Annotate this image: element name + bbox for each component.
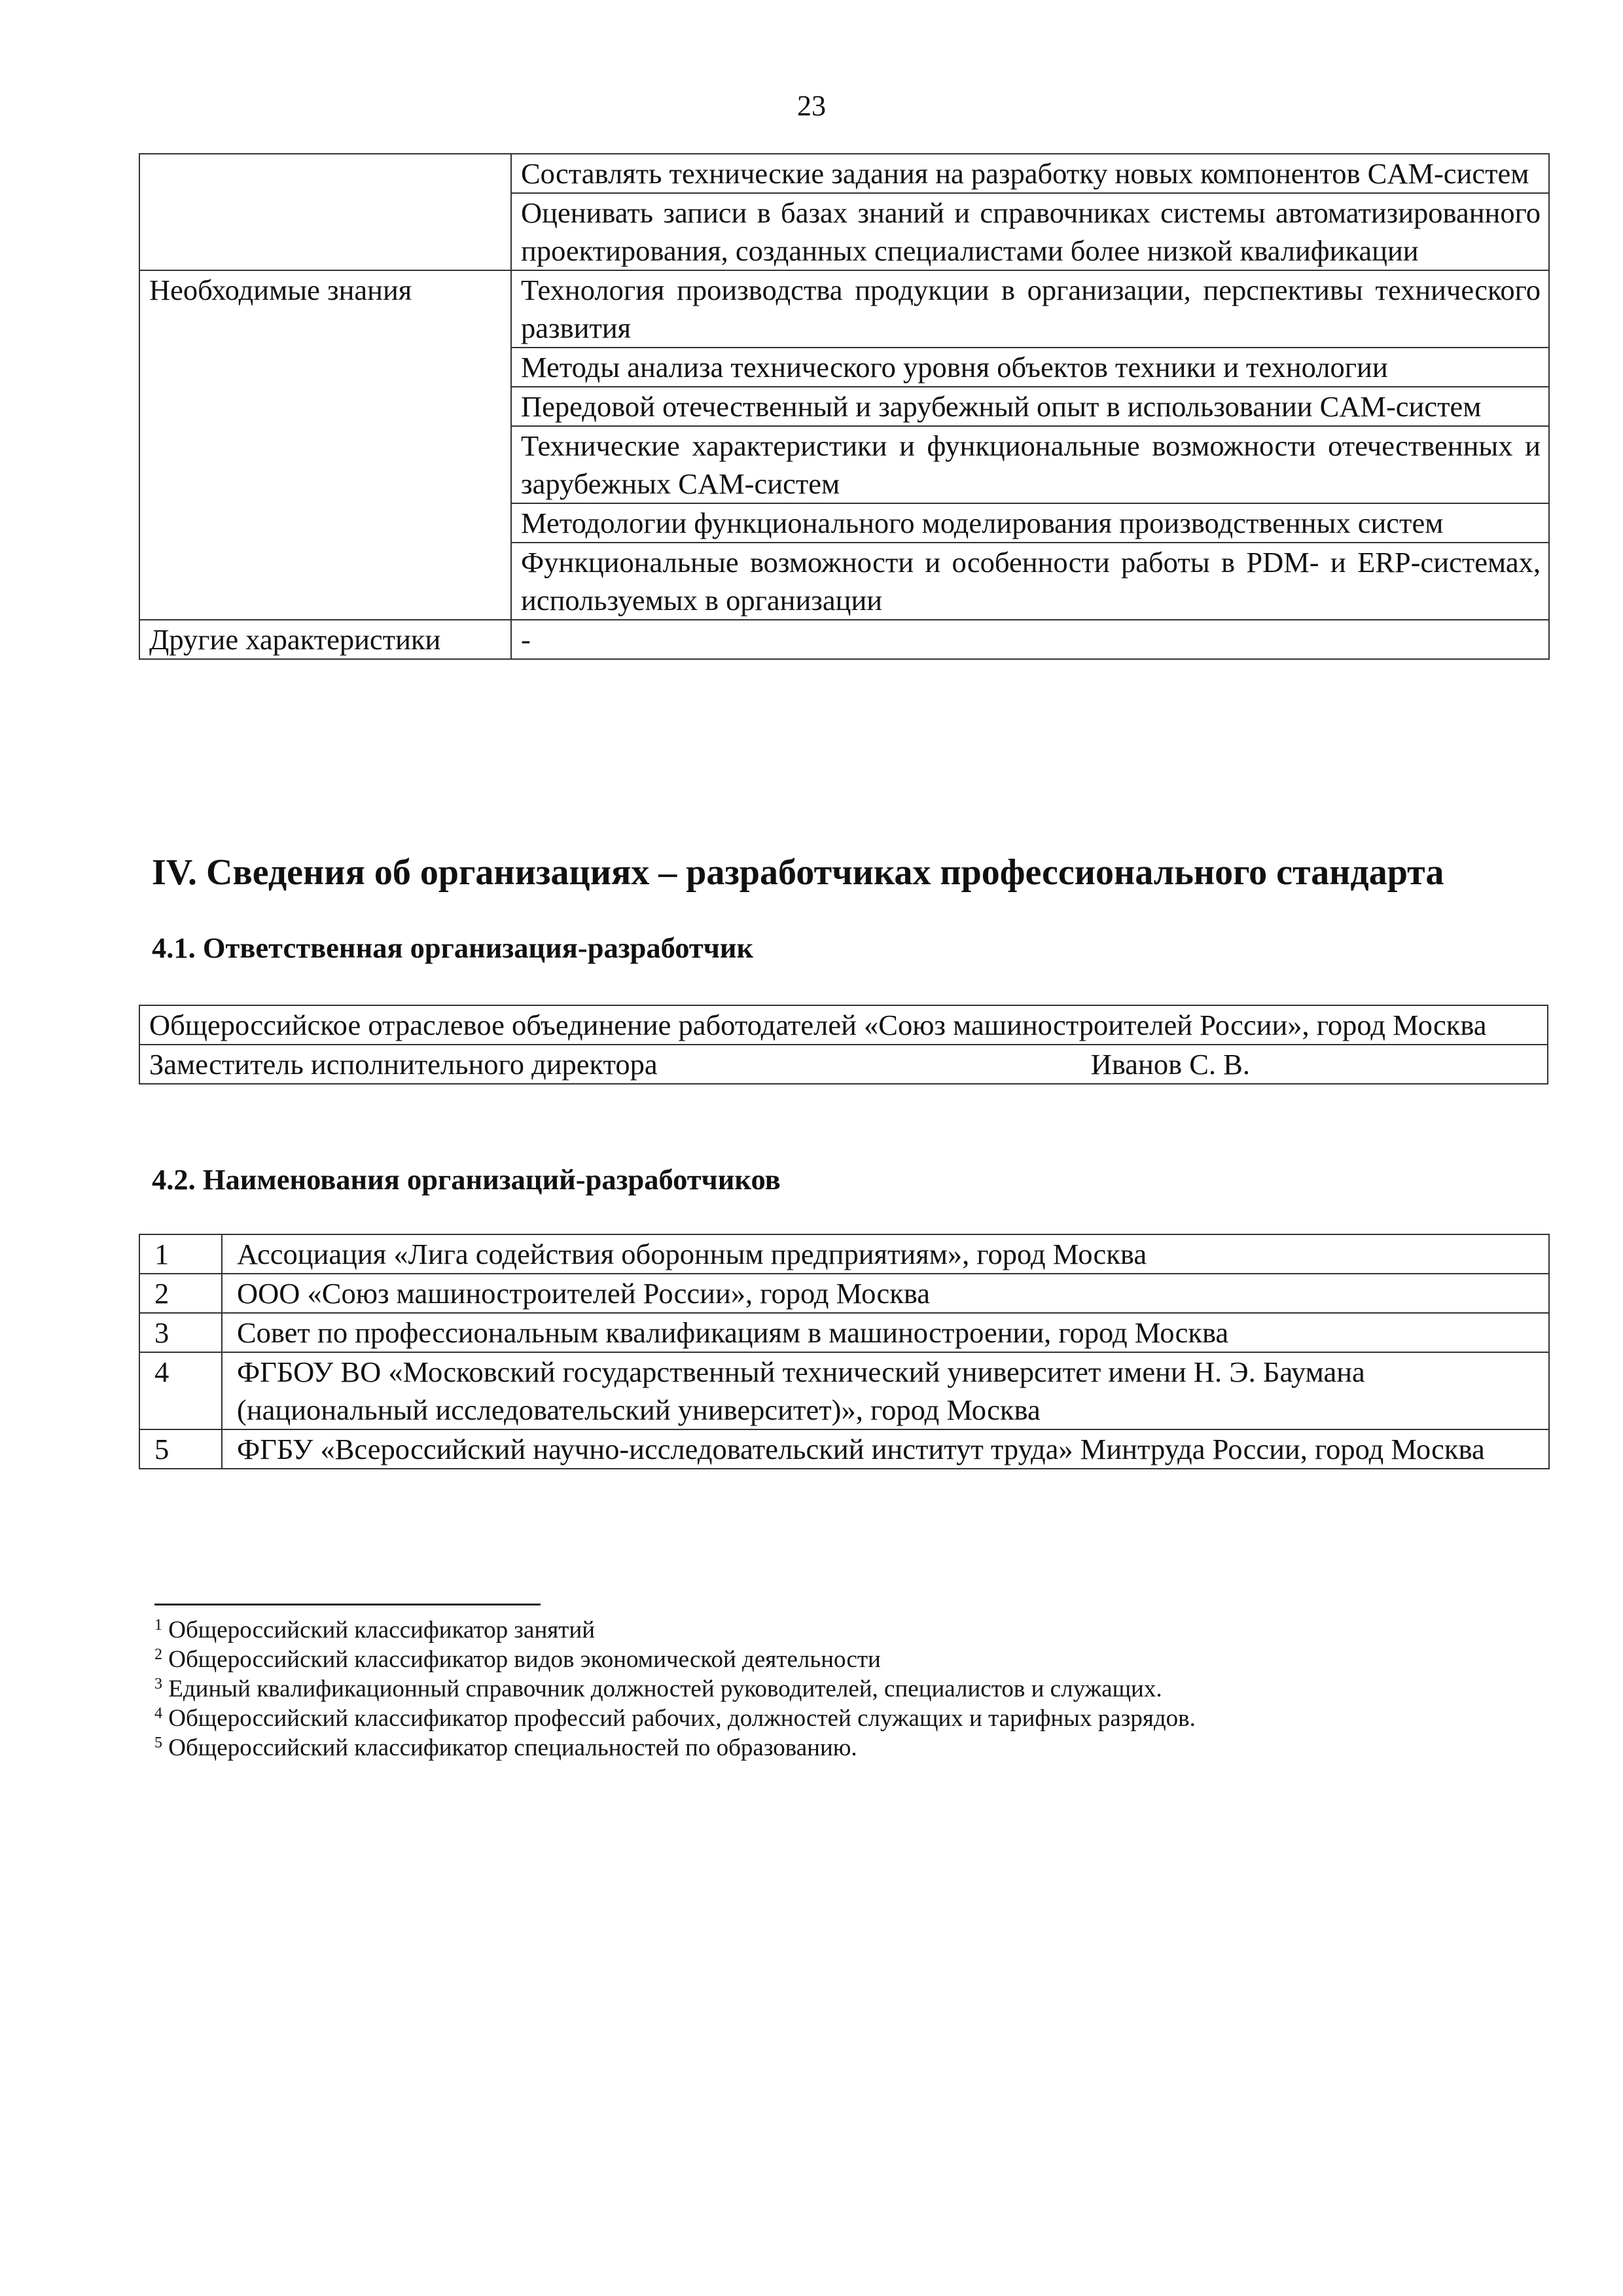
signature-cell <box>139 1045 1548 1084</box>
row-number: 1 <box>139 1234 222 1274</box>
developer-name: ФГБОУ ВО «Московский государственный технический университет имени Н. Э. Баумана (национальный исследовательский университет)», город Москва <box>222 1352 1549 1429</box>
footnote <box>154 1615 1196 1645</box>
knowledge-item: Методологии функционального моделирования производственных систем <box>511 503 1549 543</box>
work-function-table <box>139 153 1550 660</box>
knowledge-item: Передовой отечественный и зарубежный опыт в использовании CAM-систем <box>511 387 1549 426</box>
table-row <box>139 1274 1549 1313</box>
footnote-mark: 5 <box>154 1734 162 1751</box>
table-row <box>139 1234 1549 1274</box>
responsible-org-table <box>139 1005 1548 1085</box>
signatory-position: Заместитель исполнительного директора <box>149 1048 658 1081</box>
footnote-mark: 1 <box>154 1617 162 1634</box>
table-row <box>139 1352 1549 1429</box>
table-row <box>139 1045 1548 1084</box>
other-item: - <box>511 620 1549 659</box>
row-number: 2 <box>139 1274 222 1313</box>
footnote-separator <box>154 1604 541 1605</box>
knowledge-item: Технология производства продукции в организации, перспективы технического развития <box>511 270 1549 348</box>
footnote-text: Единый квалификационный справочник должностей руководителей, специалистов и служащих. <box>168 1676 1162 1702</box>
footnote-mark: 2 <box>154 1646 162 1663</box>
table-row <box>139 1429 1549 1469</box>
footnote <box>154 1704 1196 1733</box>
row-label-knowledge: Необходимые знания <box>139 270 511 620</box>
footnote-mark: 4 <box>154 1705 162 1722</box>
skill-item: Составлять технические задания на разработку новых компонентов CAM-систем <box>511 154 1549 193</box>
developer-name: Совет по профессиональным квалификациям в машиностроении, город Москва <box>222 1313 1549 1352</box>
section-title: IV. Сведения об организациях – разработчиках профессионального стандарта <box>152 852 1444 893</box>
page-number: 23 <box>797 90 826 122</box>
row-number: 5 <box>139 1429 222 1469</box>
subsection-title-responsible: 4.1. Ответственная организация-разработчик <box>152 931 754 964</box>
signature-row <box>149 1045 1538 1083</box>
knowledge-item: Методы анализа технического уровня объектов техники и технологии <box>511 348 1549 387</box>
footnote <box>154 1674 1196 1704</box>
footnote-text: Общероссийский классификатор занятий <box>168 1617 596 1643</box>
skill-item: Оценивать записи в базах знаний и справочниках системы автоматизированного проектирования, созданных специалистами более низкой квалификации <box>511 193 1549 270</box>
subsection-title-developers: 4.2. Наименования организаций-разработчиков <box>152 1163 781 1196</box>
footnote-text: Общероссийский классификатор специальностей по образованию. <box>168 1734 857 1761</box>
signatory-name: Иванов С. В. <box>1090 1048 1250 1081</box>
row-label-other: Другие характеристики <box>139 620 511 659</box>
table-row <box>139 1005 1548 1045</box>
table-row <box>139 154 1549 193</box>
row-label <box>139 154 511 270</box>
developer-name: ФГБУ «Всероссийский научно-исследовательский институт труда» Минтруда России, город Москва <box>222 1429 1549 1469</box>
row-number: 3 <box>139 1313 222 1352</box>
footnotes <box>154 1615 1196 1763</box>
table-row <box>139 620 1549 659</box>
developer-name: ООО «Союз машиностроителей России», город Москва <box>222 1274 1549 1313</box>
table-row <box>139 270 1549 348</box>
footnote-text: Общероссийский классификатор профессий рабочих, должностей служащих и тарифных разрядов. <box>168 1705 1196 1732</box>
footnote <box>154 1645 1196 1674</box>
table-row <box>139 1313 1549 1352</box>
row-number: 4 <box>139 1352 222 1429</box>
developer-name: Ассоциация «Лига содействия оборонным предприятиям», город Москва <box>222 1234 1549 1274</box>
knowledge-item: Функциональные возможности и особенности работы в PDM- и ERP-системах, используемых в организации <box>511 543 1549 620</box>
footnote-text: Общероссийский классификатор видов экономической деятельности <box>168 1646 881 1673</box>
footnote <box>154 1733 1196 1763</box>
responsible-org-name: Общероссийское отраслевое объединение работодателей «Союз машиностроителей России», город Москва <box>139 1005 1548 1045</box>
knowledge-item: Технические характеристики и функциональные возможности отечественных и зарубежных CAM-систем <box>511 426 1549 503</box>
footnote-mark: 3 <box>154 1676 162 1693</box>
developer-orgs-table <box>139 1234 1550 1469</box>
